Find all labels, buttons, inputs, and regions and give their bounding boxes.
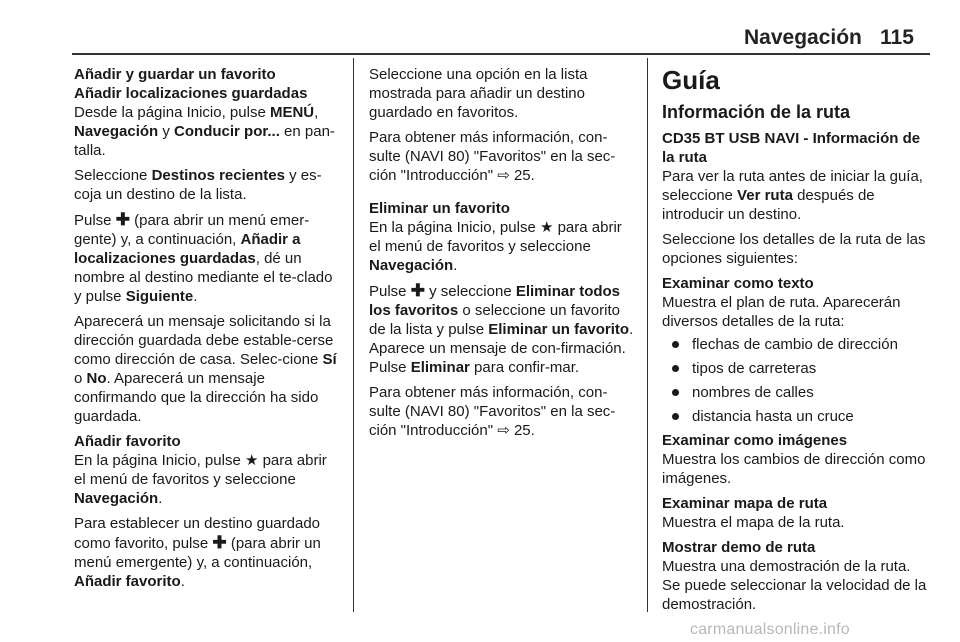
watermark: carmanualsonline.info <box>690 621 850 638</box>
subsection-heading: Añadir localizaciones guardadas <box>74 85 308 102</box>
detail-list <box>662 335 930 426</box>
column-divider-1 <box>353 58 354 612</box>
subsection-heading: Examinar mapa de ruta <box>662 495 828 512</box>
page-header-title: Navegación <box>744 26 862 49</box>
paragraph: Muestra el plan de ruta. Aparecerán diversos detalles de la ruta: <box>662 294 901 330</box>
paragraph: Seleccione una opción en la lista mostrada para añadir un destino guardado en favoritos. <box>369 66 588 121</box>
paragraph: Muestra el mapa de la ruta. <box>662 514 845 531</box>
paragraph: Para obtener más información, con-sulte (NAVI 80) "Favoritos" en la sec-ción "Introducción" ⇨ 25. <box>369 129 616 184</box>
column-3 <box>662 65 930 620</box>
plus-icon: ✚ <box>115 210 130 229</box>
subsection-heading: Mostrar demo de ruta <box>662 539 816 556</box>
subsection-heading: Eliminar un favorito <box>369 200 510 217</box>
paragraph: En la página Inicio, pulse ★ para abrir el menú de favoritos y seleccione Navegación. <box>74 452 327 507</box>
plus-icon: ✚ <box>410 281 425 300</box>
column-divider-2 <box>647 58 648 612</box>
list-item: distancia hasta un cruce <box>662 407 930 426</box>
paragraph: Desde la página Inicio, pulse MENÚ, Navegación y Conducir por... en pan-talla. <box>74 104 335 159</box>
column-1 <box>74 65 342 597</box>
page-reference-icon: ⇨ <box>497 422 510 439</box>
paragraph: Muestra los cambios de dirección como imágenes. <box>662 451 926 487</box>
star-icon: ★ <box>244 452 259 469</box>
subsection-heading: Examinar como texto <box>662 275 814 292</box>
paragraph: Aparecerá un mensaje solicitando si la dirección guardada debe estable-cerse como dirección de casa. Selec-cione Sí o No. Aparecerá un mensaje confirmando que la dirección ha sido guardada. <box>74 313 337 425</box>
subsection-heading: Examinar como imágenes <box>662 432 848 449</box>
page-number: 115 <box>880 26 914 49</box>
subsection-heading: CD35 BT USB NAVI - Información de la ruta <box>662 130 921 166</box>
paragraph: Para obtener más información, con-sulte (NAVI 80) "Favoritos" en la sec-ción "Introducción" ⇨ 25. <box>369 384 616 439</box>
paragraph: Seleccione los detalles de la ruta de las opciones siguientes: <box>662 231 926 267</box>
paragraph: Para establecer un destino guardado como favorito, pulse ✚ (para abrir un menú emergente) y, a continuación, Añadir favorito. <box>74 515 321 590</box>
column-2 <box>369 65 635 446</box>
paragraph: En la página Inicio, pulse ★ para abrir el menú de favoritos y seleccione Navegación. <box>369 219 622 274</box>
section-heading: Añadir y guardar un favorito <box>74 66 276 83</box>
paragraph: Muestra una demostración de la ruta. Se puede seleccionar la velocidad de la demostración. <box>662 558 927 613</box>
chapter-title: Guía <box>662 65 720 95</box>
bullet-icon <box>672 341 679 348</box>
bullet-icon <box>672 365 679 372</box>
plus-icon: ✚ <box>212 533 227 552</box>
page-reference-icon: ⇨ <box>497 167 510 184</box>
header-divider <box>72 53 930 55</box>
bullet-icon <box>672 389 679 396</box>
section-title: Información de la ruta <box>662 102 851 122</box>
subsection-heading: Añadir favorito <box>74 433 181 450</box>
star-icon: ★ <box>539 219 554 236</box>
list-item: flechas de cambio de dirección <box>662 335 930 354</box>
bullet-icon <box>672 413 679 420</box>
paragraph: Para ver la ruta antes de iniciar la guía, seleccione Ver ruta después de introducir un destino. <box>662 168 923 223</box>
paragraph: Pulse ✚ (para abrir un menú emer-gente) y, a continuación, Añadir a localizaciones guardadas, dé un nombre al destino mediante el te-clado y pulse Siguiente. <box>74 210 333 305</box>
paragraph: Seleccione Destinos recientes y es-coja un destino de la lista. <box>74 167 322 203</box>
list-item: tipos de carreteras <box>662 359 930 378</box>
list-item: nombres de calles <box>662 383 930 402</box>
paragraph: Pulse ✚ y seleccione Eliminar todos los favoritos o seleccione un favorito de la lista y pulse Eliminar un favorito. Aparece un mensaje de con-firmación. Pulse Eliminar para confir-mar. <box>369 281 634 376</box>
